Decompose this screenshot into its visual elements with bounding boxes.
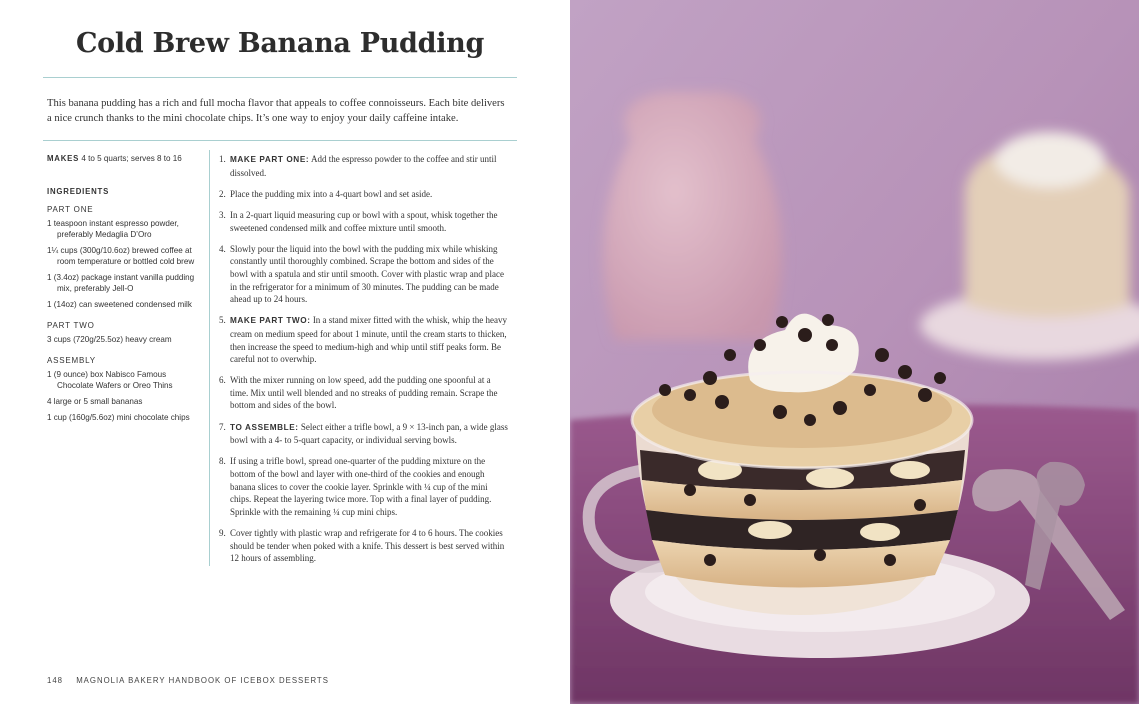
step-number: 1. bbox=[219, 154, 226, 164]
yield-label: MAKES bbox=[47, 154, 80, 163]
ingredient-item: 1 (3.4oz) package instant vanilla pudding mix, preferably Jell-O bbox=[47, 273, 195, 293]
book-title: MAGNOLIA BAKERY HANDBOOK OF ICEBOX DESSERTS bbox=[76, 676, 329, 685]
recipe-title: Cold Brew Banana Pudding bbox=[75, 28, 485, 59]
method-steps bbox=[219, 153, 511, 573]
title-divider bbox=[43, 77, 517, 78]
step-text: Slowly pour the liquid into the bowl with the pudding mix while whisking constantly until thoroughly combined. Scrape the bottom and sides of the bowl with a spatula and stir until smooth. Cover with plastic wrap and place in the refrigerator for a minimum of 30 minutes. The pudding can be made ahead up to 24 hours. bbox=[230, 243, 504, 305]
ingredient-item: 1 cup (160g/5.6oz) mini chocolate chips bbox=[47, 413, 190, 422]
step-text: Cover tightly with plastic wrap and refrigerate for 4 to 6 hours. The cookies should be tender when poked with a knife. This dessert is best served within 12 hours of assembling. bbox=[230, 528, 505, 564]
ingredient-item: 3 cups (720g/25.5oz) heavy cream bbox=[47, 335, 172, 344]
step-text: In a 2-quart liquid measuring cup or bowl with a spout, whisk together the sweetened condensed milk and coffee mixture until smooth. bbox=[230, 209, 498, 233]
step-number: 9. bbox=[219, 528, 226, 538]
ingredient-part bbox=[47, 204, 201, 310]
page-footer bbox=[47, 676, 329, 685]
method-step bbox=[219, 421, 511, 447]
ingredients-sidebar bbox=[47, 153, 201, 433]
ingredient-list bbox=[47, 369, 201, 423]
ingredient-item: 1 teaspoon instant espresso powder, preferably Medaglia D’Oro bbox=[47, 219, 179, 239]
ingredient-list bbox=[47, 218, 201, 310]
ingredient-part bbox=[47, 355, 201, 423]
step-text: Place the pudding mix into a 4-quart bowl and set aside. bbox=[230, 188, 433, 199]
ingredient-item: 1 (14oz) can sweetened condensed milk bbox=[47, 300, 192, 309]
step-number: 6. bbox=[219, 375, 226, 386]
intro-divider bbox=[43, 140, 517, 141]
method-step bbox=[219, 455, 511, 518]
recipe-intro: This banana pudding has a rich and full mocha flavor that appeals to coffee connoisseurs. Each bite delivers a nice crunch thanks to the mini chocolate chips. It’s one way to enjoy your daily caffeine intake. bbox=[47, 98, 505, 124]
page-number: 148 bbox=[47, 676, 64, 685]
step-number: 5. bbox=[219, 315, 226, 326]
step-number: 4. bbox=[219, 243, 226, 254]
method-step bbox=[219, 153, 511, 179]
step-number: 7. bbox=[219, 421, 226, 432]
step-number: 3. bbox=[219, 209, 226, 220]
method-step bbox=[219, 527, 511, 565]
method-step bbox=[219, 314, 511, 365]
step-lead: MAKE PART ONE: bbox=[230, 155, 310, 164]
step-text: With the mixer running on low speed, add the pudding one spoonful at a time. Mix until well blended and no streaks of pudding remain. Scrape the bottom and sides of the bowl. bbox=[230, 375, 498, 411]
method-step bbox=[219, 374, 511, 412]
column-divider bbox=[209, 150, 210, 566]
step-number: 2. bbox=[219, 188, 226, 199]
ingredient-item: 1¼ cups (300g/10.6oz) brewed coffee at room temperature or bottled cold brew bbox=[47, 246, 195, 266]
method-step bbox=[219, 188, 511, 201]
ingredient-parts bbox=[47, 204, 201, 423]
step-text: If using a trifle bowl, spread one-quarter of the pudding mixture on the bottom of the bowl and layer with one-third of the cookies and enough banana slices to cover the cookie layer. Sprinkle with ¼ cup of the mini chips. Repeat the layering twice more. Top with a final layer of pudding. Sprinkle with the remaining ¼ cup mini chips. bbox=[230, 456, 492, 517]
ingredients-heading: INGREDIENTS bbox=[47, 187, 110, 196]
ingredient-list bbox=[47, 334, 201, 345]
method-step bbox=[219, 243, 511, 306]
ingredient-item: 4 large or 5 small bananas bbox=[47, 397, 143, 406]
step-text: Add the espresso powder to the coffee and stir until dissolved. bbox=[230, 154, 497, 178]
ingredient-part-title: ASSEMBLY bbox=[47, 356, 96, 365]
ingredient-part bbox=[47, 320, 201, 345]
yield-line bbox=[47, 153, 201, 164]
step-lead: MAKE PART TWO: bbox=[230, 316, 311, 326]
step-lead: TO ASSEMBLE: bbox=[230, 422, 299, 432]
yield-value: 4 to 5 quarts; serves 8 to 16 bbox=[81, 154, 182, 163]
step-text: Select either a trifle bowl, a 9 × 13-inch pan, a wide glass bowl with a 4- to 5-quart capacity, or individual serving bowls. bbox=[230, 421, 508, 446]
step-number: 8. bbox=[219, 456, 226, 467]
method-step bbox=[219, 209, 511, 234]
ingredient-part-title: PART ONE bbox=[47, 205, 94, 214]
ingredient-item: 1 (9 ounce) box Nabisco Famous Chocolate Wafers or Oreo Thins bbox=[47, 370, 173, 390]
dessert-photo bbox=[570, 0, 1139, 704]
step-text: In a stand mixer fitted with the whisk, whip the heavy cream on medium speed for about 1 minute, until the cream starts to thicken, then increase the speed to medium-high and whip until stiff peaks form. Be careful not to overwhip. bbox=[230, 315, 508, 365]
ingredient-part-title: PART TWO bbox=[47, 321, 95, 330]
